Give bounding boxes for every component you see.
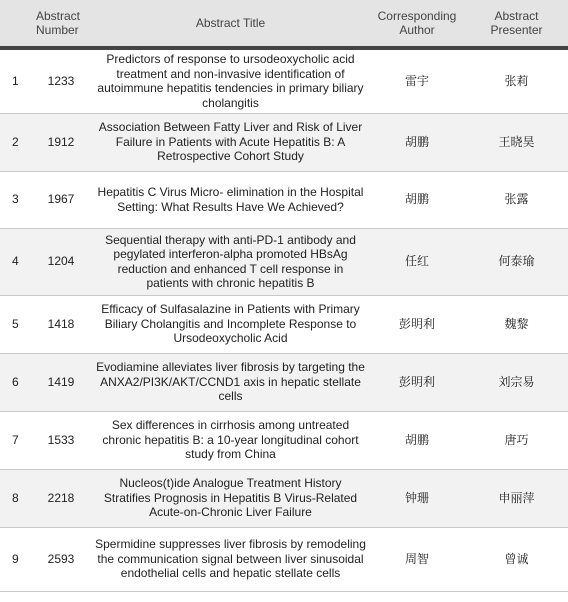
abstract-title: Sex differences in cirrhosis among untreated chronic hepatitis B: a 10-year longitudinal cohort study from China: [102, 418, 359, 462]
abstract-number: 2593: [47, 551, 75, 566]
abstract-number: 1533: [47, 432, 75, 447]
corresponding-author: 胡鹏: [404, 432, 429, 447]
abstract-title: Evodiamine alleviates liver fibrosis by targeting the ANXA2/PI3K/AKT/CCND1 axis in hepatic stellate cells: [96, 360, 365, 404]
row-index: 7: [12, 432, 19, 447]
row-index: 1: [12, 74, 19, 88]
header-abstract-title: Abstract Title: [92, 0, 369, 48]
header-corresponding-author: Corresponding Author: [369, 0, 465, 48]
abstract-number: 1912: [47, 134, 75, 149]
corresponding-author: 胡鹏: [404, 134, 429, 149]
abstract-presenter: 张莉: [504, 74, 529, 88]
abstract-title: Association Between Fatty Liver and Risk of Liver Failure in Patients with Acute Hepatitis B: A Retrospective Cohort Study: [98, 120, 363, 164]
corresponding-author: 任红: [404, 254, 429, 269]
abstract-presenter: 申丽萍: [498, 490, 535, 505]
row-index: 8: [12, 490, 19, 505]
abstract-title: Hepatitis C Virus Micro- elimination in the Hospital Setting: What Results Have We Achieved?: [97, 185, 364, 214]
abstract-title: Spermidine suppresses liver fibrosis by remodeling the communication signal between liver sinusoidal endothelial cells and hepatic stellate cells: [95, 537, 366, 581]
corresponding-author: 彭明利: [398, 316, 435, 331]
abstract-presenter: 魏黎: [504, 316, 529, 331]
abstract-number: 1233: [47, 74, 75, 88]
table-row: [0, 228, 568, 295]
table-row: [0, 469, 568, 527]
row-index: 2: [12, 134, 19, 149]
row-index: 5: [12, 316, 19, 331]
table-row: [0, 527, 568, 591]
table-row: [0, 171, 568, 228]
header-index: [0, 0, 30, 48]
abstract-number: 2218: [47, 490, 75, 505]
corresponding-author: 胡鹏: [404, 192, 429, 207]
abstract-number: 1419: [47, 374, 75, 389]
corresponding-author: 周智: [404, 551, 429, 566]
table-row: [0, 295, 568, 353]
abstract-title: Nucleos(t)ide Analogue Treatment History Stratifies Prognosis in Hepatitis B Virus-Related Acute-on-Chronic Liver Failure: [103, 476, 358, 520]
abstract-presenter: 曾诚: [504, 551, 529, 566]
row-index: 4: [12, 254, 19, 269]
corresponding-author: 钟珊: [404, 490, 429, 505]
abstract-title: Efficacy of Sulfasalazine in Patients with Primary Biliary Cholangitis and Incomplete Response to Ursodeoxycholic Acid: [101, 302, 360, 346]
row-index: 6: [12, 374, 19, 389]
table-row: [0, 353, 568, 411]
header-abstract-presenter: Abstract Presenter: [465, 0, 568, 48]
corresponding-author: 彭明利: [398, 374, 435, 389]
header-abstract-number: Abstract Number: [30, 0, 92, 48]
abstract-title: Sequential therapy with anti-PD-1 antibody and pegylated interferon-alpha promoted HBsAg reduction and enhanced T cell response in patients with chronic hepatitis B: [105, 232, 356, 290]
abstract-number: 1418: [47, 316, 75, 331]
abstract-presenter: 唐巧: [504, 432, 529, 447]
table-row: [0, 48, 568, 113]
abstract-presenter: 刘宗易: [498, 374, 535, 389]
row-index: 3: [12, 192, 19, 207]
row-index: 9: [12, 551, 19, 566]
abstract-number: 1204: [47, 254, 75, 269]
table-row: [0, 411, 568, 469]
abstract-presenter: 何泰瑜: [498, 254, 535, 269]
table-row: [0, 113, 568, 171]
corresponding-author: 雷宇: [404, 74, 429, 88]
abstract-title: Predictors of response to ursodeoxycholic acid treatment and non-invasive identification of autoimmune hepatitis tendencies in primary biliary cholangitis: [97, 52, 364, 110]
header-row: [0, 0, 568, 48]
abstract-number: 1967: [47, 192, 75, 207]
abstract-presenter: 王晓昊: [498, 134, 535, 149]
abstract-presenter: 张露: [504, 192, 529, 207]
